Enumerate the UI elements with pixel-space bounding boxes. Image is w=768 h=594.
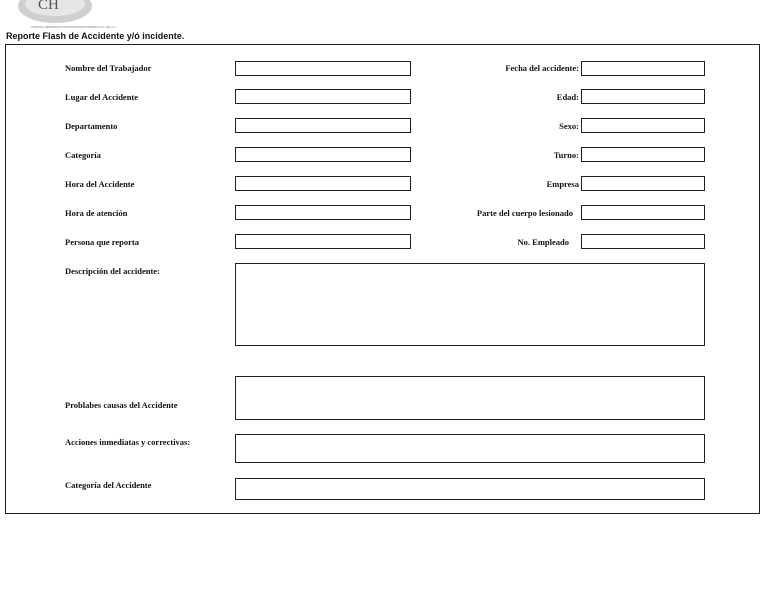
category-field[interactable]	[235, 147, 411, 162]
age-field[interactable]	[581, 89, 705, 104]
attention-time-field[interactable]	[235, 205, 411, 220]
injured-body-part-field[interactable]	[581, 205, 705, 220]
attention-time-label: Hora de atención	[65, 208, 128, 218]
accident-time-field[interactable]	[235, 176, 411, 191]
employee-number-field[interactable]	[581, 234, 705, 249]
accident-time-label: Hora del Accidente	[65, 179, 135, 189]
description-label: Descripción del accidente:	[65, 266, 160, 276]
employee-number-label: No. Empleado	[517, 237, 569, 247]
department-label: Departamento	[65, 121, 118, 131]
company-logo	[14, 0, 92, 24]
company-label: Empresa	[546, 179, 579, 189]
logo-lettering: CH	[38, 0, 59, 13]
reporter-field[interactable]	[235, 234, 411, 249]
probable-causes-label: Problabes causas del Accidente	[65, 400, 178, 410]
shift-label: Turno:	[553, 150, 579, 160]
accident-place-field[interactable]	[235, 89, 411, 104]
shift-field[interactable]	[581, 147, 705, 162]
accident-date-label: Fecha del accidente:	[505, 63, 579, 73]
age-label: Edad:	[556, 92, 579, 102]
accident-category-field[interactable]	[235, 478, 705, 500]
department-field[interactable]	[235, 118, 411, 133]
actions-field[interactable]	[235, 434, 705, 463]
report-title: Reporte Flash de Accidente y/ó incidente.	[6, 31, 185, 41]
sex-field[interactable]	[581, 118, 705, 133]
accident-date-field[interactable]	[581, 61, 705, 76]
logo-tagline: CAMPOS HERMANOS DISTRIBUIDORA MINERA S.A. DE C.V.	[31, 25, 117, 29]
probable-causes-field[interactable]	[235, 376, 705, 420]
worker-name-field[interactable]	[235, 61, 411, 76]
actions-label: Acciones inmediatas y correctivas:	[65, 437, 191, 447]
injured-body-part-label: Parte del cuerpo lesionado	[476, 208, 573, 218]
accident-category-label: Categoría del Accidente	[65, 480, 152, 490]
sex-label: Sexo:	[559, 121, 579, 131]
reporter-label: Persona que reporta	[65, 237, 139, 247]
worker-name-label: Nombre del Trabajador	[65, 63, 152, 73]
company-field[interactable]	[581, 176, 705, 191]
accident-place-label: Lugar del Accidente	[65, 92, 139, 102]
category-label: Categoría	[65, 150, 101, 160]
description-field[interactable]	[235, 263, 705, 346]
